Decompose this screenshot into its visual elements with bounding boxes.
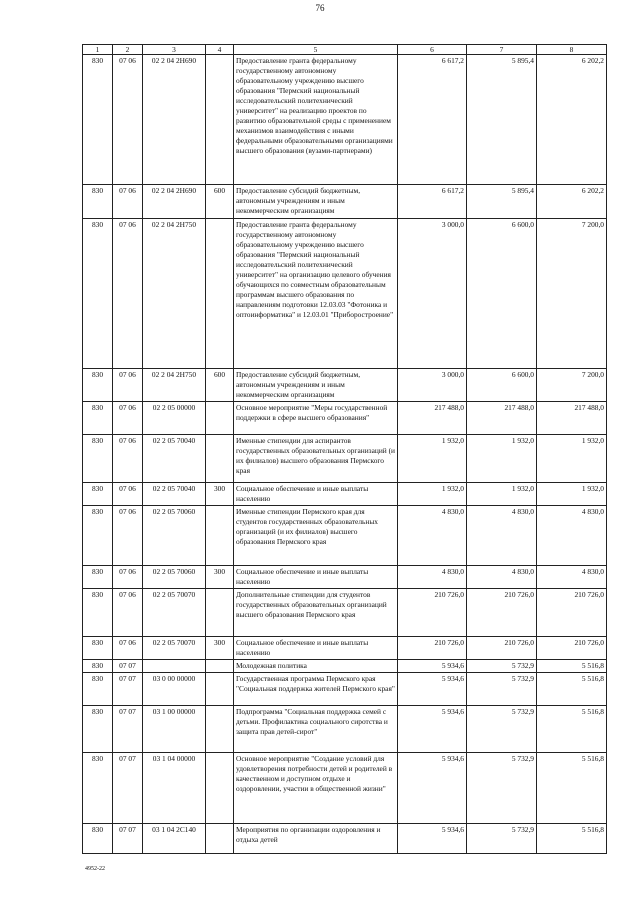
cell-section: 07 07 bbox=[113, 660, 143, 673]
cell-type bbox=[206, 660, 234, 673]
table-row bbox=[83, 824, 607, 854]
header-cell: 6 bbox=[398, 45, 467, 55]
table-row bbox=[83, 753, 607, 824]
cell-description: Именные стипендии для аспирантов государственных образовательных организаций (и их филиалов) высшего образования Пермского края bbox=[234, 435, 398, 483]
cell-type bbox=[206, 435, 234, 483]
cell-target: 02 2 04 2Н750 bbox=[143, 369, 206, 402]
cell-code: 830 bbox=[83, 219, 113, 369]
cell-description: Социальное обеспечение и иные выплаты населению bbox=[234, 483, 398, 506]
cell-target: 02 2 05 70060 bbox=[143, 506, 206, 566]
cell-section: 07 07 bbox=[113, 673, 143, 706]
cell-target: 02 2 04 2Н750 bbox=[143, 219, 206, 369]
cell-type bbox=[206, 706, 234, 753]
cell-amount-1: 5 934,6 bbox=[398, 753, 467, 824]
cell-amount-2: 5 895,4 bbox=[467, 55, 537, 185]
cell-section: 07 06 bbox=[113, 506, 143, 566]
cell-description: Молодежная политика bbox=[234, 660, 398, 673]
cell-amount-2: 4 830,0 bbox=[467, 566, 537, 589]
cell-amount-2: 5 732,9 bbox=[467, 753, 537, 824]
cell-amount-2: 217 488,0 bbox=[467, 402, 537, 435]
cell-section: 07 06 bbox=[113, 589, 143, 637]
cell-section: 07 06 bbox=[113, 402, 143, 435]
cell-description: Социальное обеспечение и иные выплаты населению bbox=[234, 637, 398, 660]
cell-description: Именные стипендии Пермского края для студентов государственных образовательных организаций (и их филиалов) высшего образования Пермского края bbox=[234, 506, 398, 566]
cell-amount-2: 5 732,9 bbox=[467, 673, 537, 706]
cell-code: 830 bbox=[83, 660, 113, 673]
cell-target: 02 2 05 70040 bbox=[143, 483, 206, 506]
cell-amount-1: 5 934,6 bbox=[398, 706, 467, 753]
cell-type: 300 bbox=[206, 483, 234, 506]
cell-amount-3: 6 202,2 bbox=[537, 55, 607, 185]
cell-type bbox=[206, 753, 234, 824]
cell-type bbox=[206, 219, 234, 369]
cell-amount-3: 7 200,0 bbox=[537, 369, 607, 402]
cell-section: 07 06 bbox=[113, 185, 143, 219]
table-row bbox=[83, 185, 607, 219]
cell-amount-1: 3 000,0 bbox=[398, 369, 467, 402]
cell-amount-3: 6 202,2 bbox=[537, 185, 607, 219]
header-cell: 8 bbox=[537, 45, 607, 55]
cell-description: Подпрограмма "Социальная поддержка семей с детьми. Профилактика социального сиротства и защита прав детей-сирот" bbox=[234, 706, 398, 753]
cell-amount-3: 5 516,8 bbox=[537, 824, 607, 854]
cell-type bbox=[206, 506, 234, 566]
cell-target: 02 2 05 70040 bbox=[143, 435, 206, 483]
cell-description: Предоставление субсидий бюджетным, автономным учреждениям и иным некоммерческим организациям bbox=[234, 369, 398, 402]
cell-amount-3: 217 488,0 bbox=[537, 402, 607, 435]
cell-target: 02 2 05 00000 bbox=[143, 402, 206, 435]
footer-code: 4952-22 bbox=[85, 866, 105, 872]
cell-code: 830 bbox=[83, 566, 113, 589]
cell-target: 03 0 00 00000 bbox=[143, 673, 206, 706]
cell-section: 07 06 bbox=[113, 219, 143, 369]
header-cell: 5 bbox=[234, 45, 398, 55]
cell-target: 03 1 04 2С140 bbox=[143, 824, 206, 854]
cell-amount-1: 210 726,0 bbox=[398, 637, 467, 660]
cell-amount-2: 5 732,9 bbox=[467, 824, 537, 854]
cell-description: Основное мероприятие "Меры государственной поддержки в сфере высшего образования" bbox=[234, 402, 398, 435]
cell-amount-2: 5 732,9 bbox=[467, 706, 537, 753]
cell-amount-1: 217 488,0 bbox=[398, 402, 467, 435]
cell-section: 07 06 bbox=[113, 435, 143, 483]
cell-type bbox=[206, 55, 234, 185]
cell-section: 07 07 bbox=[113, 824, 143, 854]
cell-amount-1: 1 932,0 bbox=[398, 483, 467, 506]
cell-amount-1: 4 830,0 bbox=[398, 566, 467, 589]
table-row bbox=[83, 506, 607, 566]
header-row bbox=[83, 45, 607, 55]
cell-code: 830 bbox=[83, 673, 113, 706]
cell-section: 07 06 bbox=[113, 483, 143, 506]
cell-code: 830 bbox=[83, 753, 113, 824]
cell-amount-3: 210 726,0 bbox=[537, 589, 607, 637]
table-row bbox=[83, 660, 607, 673]
budget-table bbox=[82, 44, 607, 854]
header-cell: 1 bbox=[83, 45, 113, 55]
cell-amount-3: 1 932,0 bbox=[537, 435, 607, 483]
cell-code: 830 bbox=[83, 55, 113, 185]
cell-type bbox=[206, 589, 234, 637]
cell-amount-1: 3 000,0 bbox=[398, 219, 467, 369]
cell-amount-1: 5 934,6 bbox=[398, 824, 467, 854]
table-row bbox=[83, 566, 607, 589]
cell-type: 300 bbox=[206, 637, 234, 660]
cell-target: 02 2 04 2Н690 bbox=[143, 185, 206, 219]
cell-amount-3: 4 830,0 bbox=[537, 506, 607, 566]
table-row bbox=[83, 369, 607, 402]
cell-description: Предоставление субсидий бюджетным, автономным учреждениям и иным некоммерческим организациям bbox=[234, 185, 398, 219]
cell-description: Предоставление гранта федеральному государственному автономному образовательному учреждению высшего образования "Пермский национальный исследовательский политехнический университет" на организацию целевого обучения обучающихся по совместным образовательным программам высшего образования по направлениям подготовки 12.03.03 "Фотоника и оптоинформатика" и 12.03.01 "Приборостроение" bbox=[234, 219, 398, 369]
table-row bbox=[83, 55, 607, 185]
cell-code: 830 bbox=[83, 402, 113, 435]
cell-target: 02 2 05 70070 bbox=[143, 589, 206, 637]
cell-target: 03 1 00 00000 bbox=[143, 706, 206, 753]
cell-amount-2: 210 726,0 bbox=[467, 637, 537, 660]
cell-section: 07 07 bbox=[113, 753, 143, 824]
table-row bbox=[83, 706, 607, 753]
cell-code: 830 bbox=[83, 824, 113, 854]
table-row bbox=[83, 673, 607, 706]
cell-amount-1: 6 617,2 bbox=[398, 185, 467, 219]
header-cell: 4 bbox=[206, 45, 234, 55]
cell-amount-3: 1 932,0 bbox=[537, 483, 607, 506]
cell-type: 300 bbox=[206, 566, 234, 589]
cell-amount-2: 4 830,0 bbox=[467, 506, 537, 566]
cell-code: 830 bbox=[83, 706, 113, 753]
cell-amount-2: 6 600,0 bbox=[467, 369, 537, 402]
cell-target: 02 2 05 70070 bbox=[143, 637, 206, 660]
cell-amount-3: 5 516,8 bbox=[537, 706, 607, 753]
cell-target: 02 2 05 70060 bbox=[143, 566, 206, 589]
cell-code: 830 bbox=[83, 483, 113, 506]
cell-code: 830 bbox=[83, 637, 113, 660]
cell-amount-3: 210 726,0 bbox=[537, 637, 607, 660]
page-number: 76 bbox=[315, 3, 325, 13]
cell-description: Дополнительные стипендии для студентов государственных образовательных организаций высшего образования Пермского края bbox=[234, 589, 398, 637]
cell-target: 02 2 04 2Н690 bbox=[143, 55, 206, 185]
cell-amount-2: 5 732,9 bbox=[467, 660, 537, 673]
cell-code: 830 bbox=[83, 589, 113, 637]
header-cell: 3 bbox=[143, 45, 206, 55]
cell-amount-2: 6 600,0 bbox=[467, 219, 537, 369]
cell-type: 600 bbox=[206, 185, 234, 219]
cell-description: Государственная программа Пермского края "Социальная поддержка жителей Пермского края" bbox=[234, 673, 398, 706]
cell-description: Предоставление гранта федеральному государственному автономному образовательному учреждению высшего образования "Пермский национальный исследовательский политехнический университет" на реализацию проектов по развитию образовательной среды с применением механизмов взаимодействия с иными федеральными образовательными организациями высшего образования (вузами-партнерами) bbox=[234, 55, 398, 185]
cell-section: 07 06 bbox=[113, 637, 143, 660]
cell-amount-3: 5 516,8 bbox=[537, 660, 607, 673]
cell-code: 830 bbox=[83, 369, 113, 402]
cell-target: 03 1 04 00000 bbox=[143, 753, 206, 824]
cell-section: 07 07 bbox=[113, 706, 143, 753]
cell-amount-3: 5 516,8 bbox=[537, 673, 607, 706]
cell-description: Основное мероприятие "Создание условий для удовлетворения потребности детей и родителей в качественном и доступном отдыхе и оздоровлении, участии в общественной жизни" bbox=[234, 753, 398, 824]
table-row bbox=[83, 435, 607, 483]
cell-amount-2: 210 726,0 bbox=[467, 589, 537, 637]
cell-amount-1: 4 830,0 bbox=[398, 506, 467, 566]
cell-section: 07 06 bbox=[113, 566, 143, 589]
cell-section: 07 06 bbox=[113, 55, 143, 185]
cell-type: 600 bbox=[206, 369, 234, 402]
cell-amount-1: 5 934,6 bbox=[398, 673, 467, 706]
table-row bbox=[83, 402, 607, 435]
cell-type bbox=[206, 402, 234, 435]
cell-amount-2: 1 932,0 bbox=[467, 483, 537, 506]
table-row bbox=[83, 483, 607, 506]
cell-description: Социальное обеспечение и иные выплаты населению bbox=[234, 566, 398, 589]
cell-amount-2: 5 895,4 bbox=[467, 185, 537, 219]
cell-code: 830 bbox=[83, 435, 113, 483]
cell-code: 830 bbox=[83, 185, 113, 219]
cell-code: 830 bbox=[83, 506, 113, 566]
cell-target bbox=[143, 660, 206, 673]
cell-amount-3: 4 830,0 bbox=[537, 566, 607, 589]
cell-amount-1: 210 726,0 bbox=[398, 589, 467, 637]
cell-type bbox=[206, 673, 234, 706]
table-row bbox=[83, 637, 607, 660]
header-cell: 7 bbox=[467, 45, 537, 55]
cell-amount-1: 6 617,2 bbox=[398, 55, 467, 185]
cell-description: Мероприятия по организации оздоровления и отдыха детей bbox=[234, 824, 398, 854]
table-row bbox=[83, 589, 607, 637]
cell-amount-2: 1 932,0 bbox=[467, 435, 537, 483]
cell-type bbox=[206, 824, 234, 854]
cell-amount-3: 7 200,0 bbox=[537, 219, 607, 369]
cell-amount-1: 1 932,0 bbox=[398, 435, 467, 483]
table-row bbox=[83, 219, 607, 369]
header-cell: 2 bbox=[113, 45, 143, 55]
cell-section: 07 06 bbox=[113, 369, 143, 402]
cell-amount-1: 5 934,6 bbox=[398, 660, 467, 673]
cell-amount-3: 5 516,8 bbox=[537, 753, 607, 824]
